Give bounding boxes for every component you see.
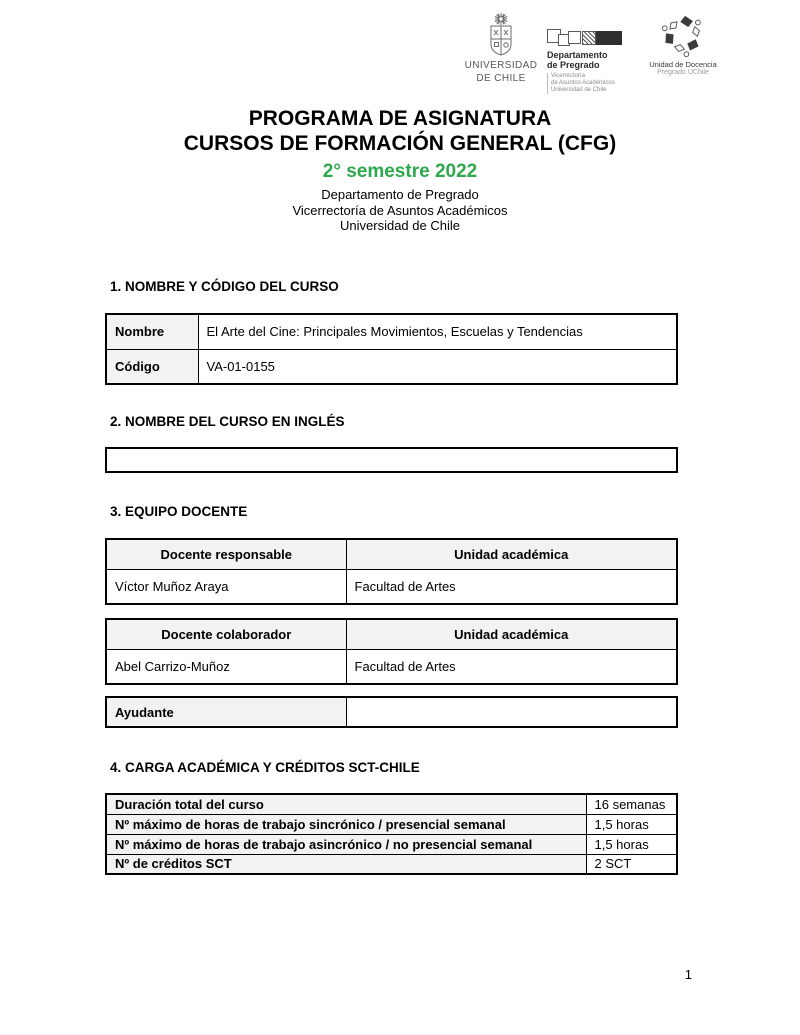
horas-asincronico-label-cell: Nº máximo de horas de trabajo asincrónico / no presencial semanal	[106, 834, 586, 854]
responsable-unidad-cell: Facultad de Artes	[346, 569, 677, 604]
creditos-value-cell: 2 SCT	[586, 854, 677, 874]
ayudante-value-cell	[346, 697, 677, 727]
uchile-crest-icon	[483, 12, 519, 58]
docencia-logo-text-line2: Pregrado UChile	[657, 69, 709, 76]
pregrado-logo-title: Departamento de Pregrado	[547, 50, 608, 70]
section1-heading: 1. NOMBRE Y CÓDIGO DEL CURSO	[110, 279, 339, 294]
table-header-row	[106, 619, 677, 649]
semester-subtitle: 2° semestre 2022	[322, 161, 478, 182]
uchile-logo-text-line2: DE CHILE	[476, 73, 526, 84]
document-title-line1: PROGRAMA DE ASIGNATURA	[248, 107, 552, 130]
responsable-name-cell: Víctor Muñoz Araya	[106, 569, 346, 604]
codigo-label-cell: Código	[106, 349, 198, 384]
unidad-header-cell2: Unidad académica	[346, 619, 677, 649]
horas-sincronico-value-cell: 1,5 horas	[586, 814, 677, 834]
nombre-value-cell: El Arte del Cine: Principales Movimientos, Escuelas y Tendencias	[198, 314, 677, 349]
horas-asincronico-value-cell: 1,5 horas	[586, 834, 677, 854]
title-dept-line: Departamento de Pregrado	[321, 187, 479, 202]
ayudante-label-cell: Ayudante	[106, 697, 346, 727]
docencia-logo-text-line1: Unidad de Docencia	[649, 60, 717, 69]
title-block	[0, 106, 800, 234]
docente-colaborador-table	[105, 618, 678, 685]
horas-sincronico-label-cell: Nº máximo de horas de trabajo sincrónico / presencial semanal	[106, 814, 586, 834]
table-row	[106, 649, 677, 684]
table-row	[106, 834, 677, 854]
table-row	[106, 314, 677, 349]
document-title-line2: CURSOS DE FORMACIÓN GENERAL (CFG)	[183, 132, 617, 155]
universidad-de-chile-logo	[461, 12, 541, 84]
header-logos	[461, 12, 727, 94]
creditos-label-cell: Nº de créditos SCT	[106, 854, 586, 874]
departamento-pregrado-logo	[547, 28, 631, 94]
colaborador-header-cell: Docente colaborador	[106, 619, 346, 649]
colaborador-unidad-cell: Facultad de Artes	[346, 649, 677, 684]
duracion-value-cell: 16 semanas	[586, 794, 677, 814]
table-row	[106, 854, 677, 874]
docencia-pinwheel-icon	[660, 12, 706, 58]
pregrado-squares-icon	[547, 28, 631, 46]
uchile-logo-text-line1: UNIVERSIDAD	[464, 60, 538, 71]
section4-heading: 4. CARGA ACADÉMICA Y CRÉDITOS SCT-CHILE	[110, 760, 420, 775]
english-name-empty-field	[105, 447, 678, 473]
section2-heading: 2. NOMBRE DEL CURSO EN INGLÉS	[110, 414, 345, 429]
unidad-docencia-logo	[639, 12, 727, 77]
codigo-value-cell: VA-01-0155	[198, 349, 677, 384]
table-row	[106, 794, 677, 814]
colaborador-name-cell: Abel Carrizo-Muñoz	[106, 649, 346, 684]
course-name-code-table	[105, 313, 678, 385]
table-row	[106, 349, 677, 384]
unidad-header-cell: Unidad académica	[346, 539, 677, 569]
table-header-row	[106, 539, 677, 569]
table-row	[106, 569, 677, 604]
table-row	[106, 814, 677, 834]
nombre-label-cell: Nombre	[106, 314, 198, 349]
pregrado-logo-subtitle: Vicerrectoría de Asuntos Académicos Universidad de Chile	[547, 73, 631, 94]
table-row	[106, 697, 677, 727]
duracion-label-cell: Duración total del curso	[106, 794, 586, 814]
responsable-header-cell: Docente responsable	[106, 539, 346, 569]
section3-heading: 3. EQUIPO DOCENTE	[110, 504, 248, 519]
title-vice-line: Vicerrectoría de Asuntos Académicos	[292, 202, 508, 218]
docente-responsable-table	[105, 538, 678, 605]
carga-academica-table	[105, 793, 678, 875]
page-number: 1	[684, 967, 692, 982]
title-univ-line: Universidad de Chile	[340, 218, 460, 233]
ayudante-table	[105, 696, 678, 728]
